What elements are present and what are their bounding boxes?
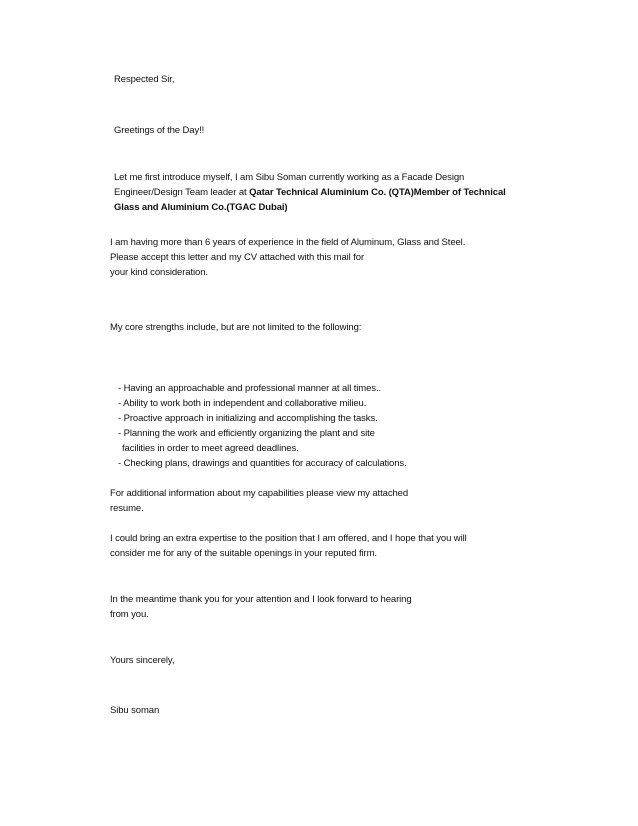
expertise-line-1: I could bring an extra expertise to the position that I am offered, and I hope that you will bbox=[110, 533, 467, 544]
expertise-line-2: consider me for any of the suitable openings in your reputed firm. bbox=[110, 548, 377, 559]
intro-line-2 bbox=[114, 185, 506, 200]
salutation: Respected Sir, bbox=[114, 74, 175, 85]
greeting: Greetings of the Day!! bbox=[114, 125, 205, 136]
intro-line-3: Glass and Aluminium Co.(TGAC Dubai) bbox=[114, 202, 288, 213]
company-name: Qatar Technical Aluminium Co. (QTA)Member of Technical bbox=[249, 187, 506, 198]
closing-thanks-line-2: from you. bbox=[110, 609, 149, 620]
strength-item-continued: facilities in order to meet agreed deadlines. bbox=[122, 443, 299, 454]
intro-line-1: Let me first introduce myself, I am Sibu Soman currently working as a Facade Design bbox=[114, 172, 465, 183]
closing-thanks-line-1: In the meantime thank you for your attention and I look forward to hearing bbox=[110, 594, 412, 605]
experience-line-2: Please accept this letter and my CV attached with this mail for bbox=[110, 252, 365, 263]
strength-item: - Having an approachable and professional manner at all times.. bbox=[118, 383, 382, 394]
strength-item: - Checking plans, drawings and quantities for accuracy of calculations. bbox=[118, 458, 407, 469]
intro-line-2-text: Engineer/Design Team leader at bbox=[114, 187, 250, 198]
additional-info-line-2: resume. bbox=[110, 503, 144, 514]
strengths-intro: My core strengths include, but are not limited to the following: bbox=[110, 322, 362, 333]
strength-item: - Ability to work both in independent and collaborative milieu. bbox=[118, 398, 367, 409]
strength-item: - Planning the work and efficiently organizing the plant and site bbox=[118, 428, 375, 439]
signoff: Yours sincerely, bbox=[110, 655, 175, 666]
strength-item: - Proactive approach in initializing and accomplishing the tasks. bbox=[118, 413, 378, 424]
signature-name: Sibu soman bbox=[110, 705, 160, 716]
additional-info-line-1: For additional information about my capabilities please view my attached bbox=[110, 488, 409, 499]
experience-line-3: your kind consideration. bbox=[110, 267, 208, 278]
experience-line-1: I am having more than 6 years of experience in the field of Aluminum, Glass and Steel. bbox=[110, 237, 466, 248]
